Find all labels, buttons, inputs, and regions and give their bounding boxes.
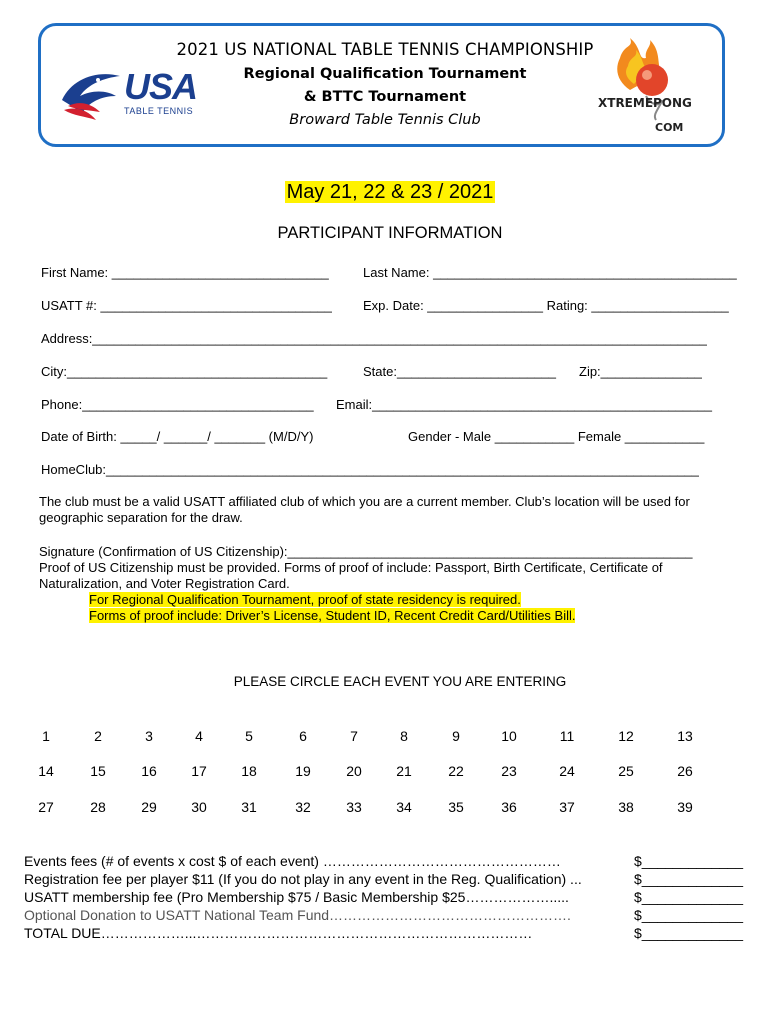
tournament-date: May 21, 22 & 23 / 2021 xyxy=(286,181,494,203)
event-title: 2021 US NATIONAL TABLE TENNIS CHAMPIONSHIP xyxy=(176,40,594,59)
event-number[interactable]: 21 xyxy=(396,763,412,779)
gender-field[interactable]: Gender - Male ___________ Female ___________ xyxy=(408,429,705,444)
event-number[interactable]: 1 xyxy=(42,728,50,744)
event-number[interactable]: 19 xyxy=(295,763,311,779)
event-number[interactable]: 15 xyxy=(90,763,106,779)
usa-table-tennis-logo xyxy=(58,66,218,126)
usatt-number-field[interactable]: USATT #: ________________________________ xyxy=(41,298,332,313)
event-number[interactable]: 3 xyxy=(145,728,153,744)
regional-residency-note: For Regional Qualification Tournament, proof of state residency is required. xyxy=(89,592,521,607)
fee-donation-amount[interactable]: $_____________ xyxy=(634,907,744,923)
event-number[interactable]: 14 xyxy=(38,763,54,779)
fee-events-label: Events fees (# of events x cost $ of each event) …………………………………………… xyxy=(24,853,561,869)
fee-donation-label: Optional Donation to USATT National Team Fund……………………………………………. xyxy=(24,907,571,923)
event-number[interactable]: 6 xyxy=(299,728,307,744)
event-number[interactable]: 23 xyxy=(501,763,517,779)
club-name: Broward Table Tennis Club xyxy=(289,112,481,128)
event-selection-heading: PLEASE CIRCLE EACH EVENT YOU ARE ENTERING xyxy=(233,674,567,689)
club-note: The club must be a valid USATT affiliated club of which you are a current member. Club’s location will be used for geographic separation for the draw. xyxy=(39,494,690,525)
date-of-birth-field[interactable]: Date of Birth: _____/ ______/ _______ (M/D/Y) xyxy=(41,429,314,444)
total-due-label: TOTAL DUE………………...……………………………………………………………… xyxy=(24,925,533,941)
usa-logo-text: USA xyxy=(124,66,198,107)
flaming-ball-icon xyxy=(590,38,710,138)
event-number[interactable]: 32 xyxy=(295,799,311,815)
usa-logo-subtext: TABLE TENNIS xyxy=(124,106,194,116)
event-number[interactable]: 36 xyxy=(501,799,517,815)
fee-membership-amount[interactable]: $_____________ xyxy=(634,889,744,905)
fee-events-amount[interactable]: $_____________ xyxy=(634,853,744,869)
xtremepong-logo xyxy=(590,38,710,138)
event-number[interactable]: 9 xyxy=(452,728,460,744)
event-number[interactable]: 37 xyxy=(559,799,575,815)
phone-field[interactable]: Phone:________________________________ xyxy=(41,397,314,412)
fee-registration-amount[interactable]: $_____________ xyxy=(634,871,744,887)
event-number[interactable]: 16 xyxy=(141,763,157,779)
city-field[interactable]: City:____________________________________ xyxy=(41,364,328,379)
event-number[interactable]: 11 xyxy=(559,728,575,744)
home-club-field[interactable]: HomeClub:__________________________________________________________________________________ xyxy=(41,462,699,477)
event-number[interactable]: 26 xyxy=(677,763,693,779)
xtremepong-com: COM xyxy=(655,121,684,134)
total-due-amount[interactable]: $_____________ xyxy=(634,925,744,941)
eagle-icon xyxy=(58,66,124,126)
event-number[interactable]: 12 xyxy=(618,728,634,744)
signature-field[interactable]: Signature (Confirmation of US Citizenship):________________________________________________________ xyxy=(39,544,693,559)
proof-note-1: Proof of US Citizenship must be provided. Forms of proof of include: Passport, Birth Certificate, Certificate of xyxy=(39,560,663,575)
event-number[interactable]: 35 xyxy=(448,799,464,815)
regional-proof-forms: Forms of proof include: Driver’s License, Student ID, Recent Credit Card/Utilities Bill. xyxy=(89,608,576,623)
event-number[interactable]: 17 xyxy=(191,763,207,779)
participant-info-heading: PARTICIPANT INFORMATION xyxy=(277,224,503,242)
event-number[interactable]: 27 xyxy=(38,799,54,815)
event-number[interactable]: 28 xyxy=(90,799,106,815)
address-field[interactable]: Address:_____________________________________________________________________________________ xyxy=(41,331,707,346)
fee-registration-label: Registration fee per player $11 (If you do not play in any event in the Reg. Qualification) ... xyxy=(24,871,582,887)
event-number[interactable]: 34 xyxy=(396,799,412,815)
xtremepong-text: XTREMEPONG xyxy=(598,96,692,110)
event-number[interactable]: 10 xyxy=(501,728,517,744)
event-number[interactable]: 4 xyxy=(195,728,203,744)
event-number[interactable]: 24 xyxy=(559,763,575,779)
event-number[interactable]: 31 xyxy=(241,799,257,815)
event-number[interactable]: 13 xyxy=(677,728,693,744)
event-number[interactable]: 8 xyxy=(400,728,408,744)
state-field[interactable]: State:______________________ xyxy=(363,364,557,379)
event-number[interactable]: 7 xyxy=(350,728,358,744)
fee-membership-label: USATT membership fee (Pro Membership $75 / Basic Membership $25………………..... xyxy=(24,889,569,905)
event-number[interactable]: 39 xyxy=(677,799,693,815)
event-number[interactable]: 38 xyxy=(618,799,634,815)
event-number[interactable]: 30 xyxy=(191,799,207,815)
event-number[interactable]: 33 xyxy=(346,799,362,815)
citizenship-section xyxy=(39,544,739,624)
event-number[interactable]: 22 xyxy=(448,763,464,779)
event-number[interactable]: 5 xyxy=(245,728,253,744)
event-subtitle: Regional Qualification Tournament xyxy=(243,66,527,82)
proof-note-2: Naturalization, and Voter Registration Card. xyxy=(39,576,290,591)
event-subtitle-2: & BTTC Tournament xyxy=(303,89,467,105)
event-number[interactable]: 25 xyxy=(618,763,634,779)
first-name-field[interactable]: First Name: ______________________________ xyxy=(41,265,329,280)
event-number[interactable]: 20 xyxy=(346,763,362,779)
email-field[interactable]: Email:_______________________________________________ xyxy=(336,397,712,412)
exp-date-rating-field[interactable]: Exp. Date: ________________ Rating: ___________________ xyxy=(363,298,729,313)
event-number[interactable]: 2 xyxy=(94,728,102,744)
event-number[interactable]: 29 xyxy=(141,799,157,815)
last-name-field[interactable]: Last Name: __________________________________________ xyxy=(363,265,737,280)
event-number[interactable]: 18 xyxy=(241,763,257,779)
zip-field[interactable]: Zip:______________ xyxy=(579,364,702,379)
